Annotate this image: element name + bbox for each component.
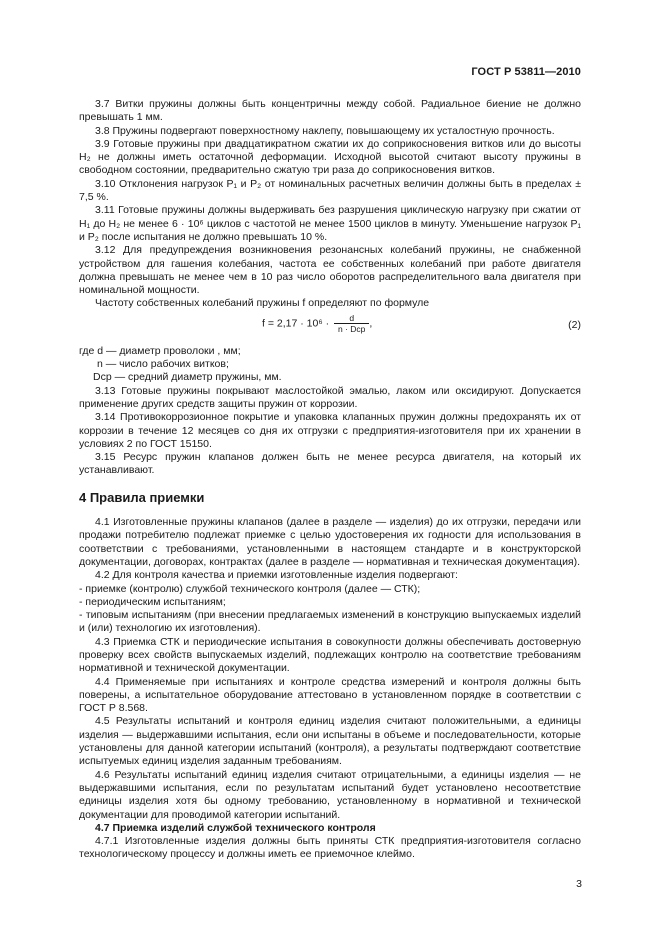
formula-denominator: n · Dср [334,323,369,334]
clause-4-3: 4.3 Приемка СТК и периодические испытания в совокупности должны обеспечивать достоверную проверку всех свойств выпускаемых изделий, подлежащих контролю на соответствие требованиям нормативной и технической документации. [79,635,581,675]
document-code: ГОСТ Р 53811—2010 [471,66,581,78]
clause-3-11: 3.11 Готовые пружины должны выдерживать без разрушения циклическую нагрузку при сжатии от H₁ до H₂ не менее 6 · 10⁶ циклов с частотой не менее 1500 циклов в минуту. Уменьшение нагрузок P₁ и P₂ после испытания не должно превышать 10 %. [79,204,581,243]
legend-item: где d — диаметр проволоки , мм; [79,344,241,357]
list-item: - приемке (контролю) службой технического контроля (далее — СТК); [79,582,421,595]
legend-item: Dср — средний диаметр пружины, мм. [93,371,282,384]
clause-4-2: 4.2 Для контроля качества и приемки изготовленные изделия подвергают: [95,569,458,582]
formula-tail: , [369,317,373,330]
section-4-title: 4 Правила приемки [79,489,205,505]
clause-4-5: 4.5 Результаты испытаний и контроля единиц изделия считают положительными, а единицы изделия — выдержавшими испытания, если они испытаны в объеме и последовательности, которые установлены для данной категории испытаний (контроля), а результаты подтверждают соответствие испытуемых единиц изделия заданным требованиям. [79,715,581,768]
page-body [79,98,581,862]
clause-3-14: 3.14 Противокоррозионное покрытие и упаковка клапанных пружин должны предохранять их от коррозии в течение 12 месяцев со дня их отгрузки с предприятия-изготовителя при их хранении в условиях 2 по ГОСТ 15150. [79,411,581,450]
clause-4-7-1: 4.7.1 Изготовленные изделия должны быть приняты СТК предприятия-изготовителя согласно технологическому процессу и должны иметь ее приемочное клеймо. [79,835,581,861]
page-number: 3 [576,878,582,890]
clause-3-12: 3.12 Для предупреждения возникновения резонансных колебаний пружины, не снабженной устройством для гашения колебания, частота ее собственных колебаний при работе двигателя должна превышать не менее чем в 10 раз число оборотов распределительного вала двигателя при номинальной мощности. [79,244,581,297]
formula-numerator: d [349,312,355,323]
formula-lhs: f = 2,17 · 10⁶ · [262,317,330,330]
formula-fraction [334,313,369,334]
clause-3-8: 3.8 Пружины подвергают поверхностному наклепу, повышающему их усталостную прочность. [95,124,555,137]
clause-3-7: 3.7 Витки пружины должны быть концентричны между собой. Радиальное биение не должно превышать 1 мм. [79,98,581,124]
clause-4-6: 4.6 Результаты испытаний единиц изделия считают отрицательными, а единицы изделия — не выдержавшими испытания, если по результатам испытаний будет установлено несоответствие единицы изделия хотя бы одному требованию, установленному в нормативной и технической документации для проводимой категории испытаний. [79,768,581,821]
clause-4-1: 4.1 Изготовленные пружины клапанов (далее в разделе — изделия) до их отгрузки, передачи или продажи потребителю подлежат приемке с целью удостоверения их годности для использования в соответствии с требованиями, установленными в настоящем стандарте и в конструкторской документации, договорах, контрактах (далее в разделе — нормативная и техническая документация). [79,516,581,568]
formula-legend [79,345,581,385]
list-item: - периодическим испытаниям; [79,595,226,608]
list-item: - типовым испытаниям (при внесении предлагаемых изменений в конструкцию выпускаемых изделий и (или) технологию их изготовления). [79,609,581,635]
frequency-intro: Частоту собственных колебаний пружины f определяют по формуле [95,297,430,310]
formula-number: (2) [568,318,581,331]
clause-3-15: 3.15 Ресурс пружин клапанов должен быть не менее ресурса двигателя, на который их устанавливают. [79,451,581,477]
legend-item: n — число рабочих витков; [97,358,229,371]
clause-4-4: 4.4 Применяемые при испытаниях и контроле средства измерений и контроля должны быть поверены, а испытательное оборудование аттестовано в установленном порядке в соответствии с ГОСТ Р 8.568. [79,675,581,715]
formula-expression [262,313,372,334]
clause-3-10: 3.10 Отклонения нагрузок P₁ и P₂ от номинальных расчетных величин должны быть в пределах ± 7,5 %. [79,177,581,204]
clause-4-7-heading: 4.7 Приемка изделий службой технического контроля [95,821,376,834]
clause-3-9: 3.9 Готовые пружины при двадцатикратном сжатии их до соприкосновения витков или до высоты Н₂ не должны иметь остаточной деформации. Исходной высотой считают высоту пружины в свободном состоянии, предварительно сжатую три раза до соприкосновения витков. [79,137,581,177]
clause-3-13: 3.13 Готовые пружины покрывают маслостойкой эмалью, лаком или оксидируют. Допускается применение других средств защиты пружин от коррозии. [79,384,581,410]
formula-2 [79,313,581,345]
